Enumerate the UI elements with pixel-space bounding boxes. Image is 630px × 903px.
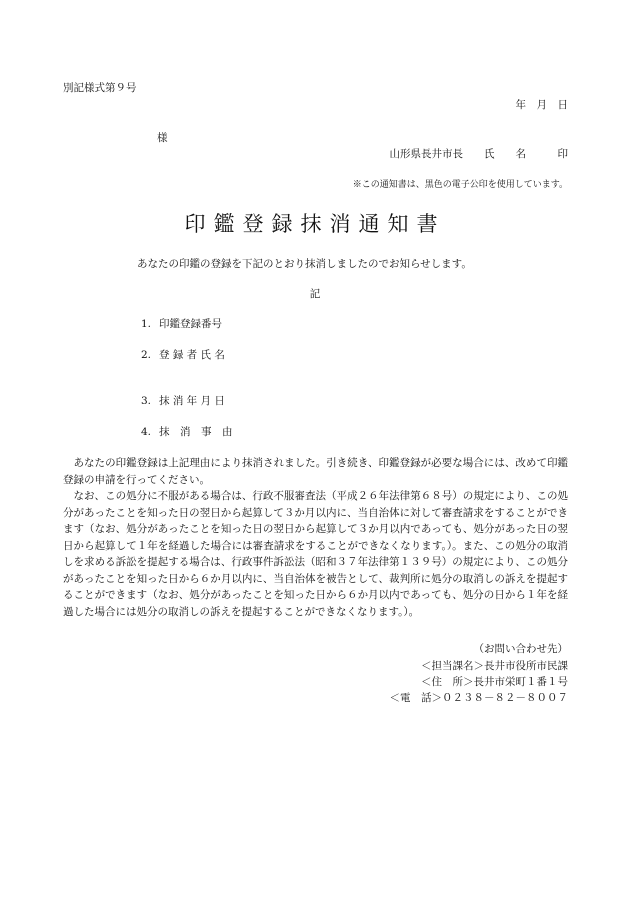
item-registration-number — [141, 316, 222, 331]
form-label: 別記様式第９号 — [63, 82, 137, 94]
contact-address: ＜住 所＞長井市栄町１番１号 — [421, 676, 568, 688]
recipient-suffix: 様 — [157, 132, 168, 144]
item-label: 抹 消 事 由 — [159, 426, 233, 438]
ki-heading: 記 — [309, 288, 321, 300]
contact-heading: （お問い合わせ先） — [473, 643, 568, 655]
body-text — [63, 455, 568, 620]
item-number: 3. — [141, 395, 152, 407]
item-deletion-reason — [141, 424, 233, 439]
date-line: 年 月 日 — [515, 99, 568, 111]
intro-text: あなたの印鑑の登録を下記のとおり抹消しましたのでお知らせします。 — [137, 258, 472, 270]
item-number: 2. — [141, 349, 152, 361]
contact-phone: ＜電 話＞０２３８－８２－８００７ — [389, 692, 568, 704]
item-label: 登 録 者 氏 名 — [159, 349, 225, 361]
seal-notice: ※この通知書は、黒色の電子公印を使用しています。 — [352, 180, 568, 190]
item-registrant-name — [141, 347, 225, 362]
paragraph-appeal: なお、この処分に不服がある場合は、行政不服審査法（平成２６年法律第６８号）の規定により、この処分があったことを知った日の翌日から起算して３か月以内に、当自治体に対して審査請求をすることができます（なお、処分があったことを知った日の翌日から起算して３か月以内であっても、処分があった日の翌日から起算して１年を経過した場合には審査請求をすることができなくなります。）。また、この処分の取消しを求める訴訟を提起する場合は、行政事件訴訟法（昭和３７年法律第１３９号）の規定により、この処分があったことを知った日から６か月以内に、当自治体を被告として、裁判所に処分の取消しの訴えを提起することができます（なお、処分があったことを知った日から６か月以内であっても、処分の日から１年を経過した場合には処分の取消しの訴えを提起することができなくなります。）。 — [63, 490, 568, 618]
paragraph-reregistration: あなたの印鑑登録は上記理由により抹消されました。引き続き、印鑑登録が必要な場合には、改めて印鑑登録の申請を行ってください。 — [63, 457, 568, 486]
item-number: 1. — [141, 318, 152, 330]
item-number: 4. — [141, 426, 152, 438]
contact-department: ＜担当課名＞長井市役所市民課 — [421, 660, 568, 672]
document-title: 印鑑登録抹消通知書 — [184, 212, 446, 236]
item-label: 抹 消 年 月 日 — [159, 395, 225, 407]
item-label: 印鑑登録番号 — [159, 318, 222, 330]
issuer-line: 山形県長井市長 氏 名 印 — [389, 148, 568, 160]
item-deletion-date — [141, 393, 225, 408]
